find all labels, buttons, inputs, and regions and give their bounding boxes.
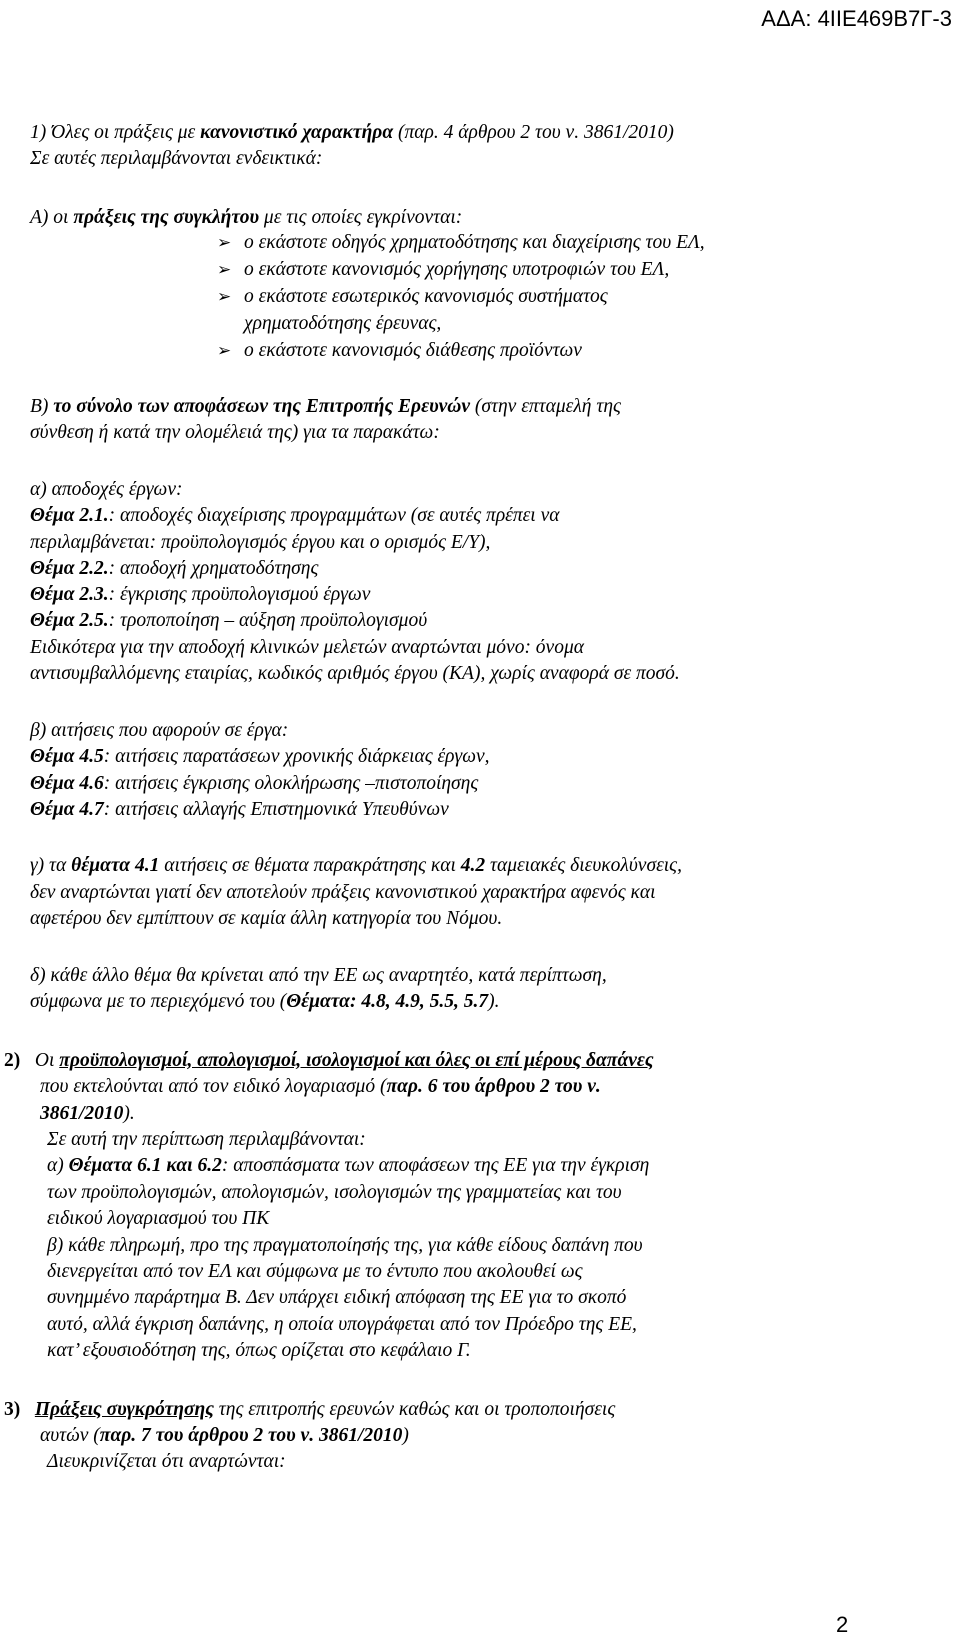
section-2-item-a-prefix: α) [47,1155,69,1176]
section-1-title [30,120,674,146]
section-3-title [4,1397,615,1423]
item-A-prefix: Α) οι [30,207,74,228]
section-2-line12: κατ’ εξουσιοδότηση της, όπως ορίζεται στο κεφάλαιο Γ. [47,1340,471,1361]
topic-2-1-text: : αποδοχές διαχείρισης προγραμμάτων (σε αυτές πρέπει να [108,505,560,526]
arrow-bullet-icon: ➢ [217,260,232,280]
section-2-item-a [47,1153,649,1179]
bullet-item: ο εκάστοτε κανονισμός διάθεσης προϊόντων [244,340,582,361]
subitem-d-end: ). [488,991,500,1012]
subitem-d-text: σύμφωνα με το περιεχόμενό του ( [30,991,287,1012]
section-1-number: 1) [30,122,47,143]
item-A-bold: πράξεις της συγκλήτου [73,207,260,228]
subitem-g-text: αιτήσεις σε θέματα παρακράτησης και [159,855,461,876]
section-2-line2-text: που εκτελούνται από τον ειδικό λογαριασμό ( [40,1076,387,1097]
topic-2-3 [30,582,370,608]
subitem-b-heading: β) αιτήσεις που αφορούν σε έργα: [30,720,289,741]
bullet-item: ο εκάστοτε εσωτερικός κανονισμός συστήματος [244,286,608,307]
subitem-g-line2: δεν αναρτώνται γιατί δεν αποτελούν πράξεις κανονιστικού χαρακτήρα αφενός και [30,882,656,903]
subitem-g-prefix: γ) τα [30,855,72,876]
subitem-g-bold1: θέματα 4.1 [71,855,160,876]
topic-4-6 [30,771,478,797]
section-2-item-a-bold: Θέματα 6.1 και 6.2 [68,1155,222,1176]
section-2-line2-bold: παρ. 6 του άρθρου 2 του ν. [386,1076,601,1097]
item-B-bold: το σύνολο των αποφάσεων της Επιτροπής Ερευνών [53,396,471,417]
topic-2-2-text: : αποδοχή χρηματοδότησης [108,558,319,579]
arrow-bullet-icon: ➢ [217,287,232,307]
topic-2-5 [30,608,427,634]
clinical-note-line1: Ειδικότερα για την αποδοχή κλινικών μελετών αναρτώνται μόνο: όνομα [30,637,584,658]
item-B-line2: σύνθεση ή κατά την ολομέλειά της) για τα παρακάτω: [30,422,440,443]
subitem-a-heading: α) αποδοχές έργων: [30,479,183,500]
item-A [30,205,462,231]
section-2-line6: των προϋπολογισμών, απολογισμών, ισολογισμών της γραμματείας και του [47,1182,622,1203]
subitem-g-line3: αφετέρου δεν εμπίπτουν σε καμία άλλη κατηγορία του Νόμου. [30,908,503,929]
subitem-d-line1: δ) κάθε άλλο θέμα θα κρίνεται από την ΕΕ ως αναρτητέο, κατά περίπτωση, [30,965,607,986]
section-3-line2-end: ) [402,1425,409,1446]
item-A-text: με τις οποίες εγκρίνονται: [259,207,463,228]
section-3-line3: Διευκρινίζεται ότι αναρτώνται: [47,1451,286,1472]
clinical-note-line2: αντισυμβαλλόμενης εταιρίας, κωδικός αριθμός έργου (ΚΑ), χωρίς αναφορά σε ποσό. [30,663,680,684]
topic-2-2 [30,556,318,582]
subitem-g-bold2: 4.2 [460,855,486,876]
section-2-line11: αυτό, αλλά έγκριση δαπάνης, η οποία υπογράφεται από τον Πρόεδρο της ΕΕ, [47,1314,637,1335]
section-2-item-a-text: : αποσπάσματα των αποφάσεων της ΕΕ για την έγκριση [221,1155,650,1176]
topic-4-7-text: : αιτήσεις αλλαγής Επιστημονικά Υπευθύνων [103,799,449,820]
section-3-line2-text: αυτών ( [40,1425,100,1446]
topic-4-6-text: : αιτήσεις έγκρισης ολοκλήρωσης –πιστοποίησης [103,773,479,794]
topic-2-3-text: : έγκρισης προϋπολογισμού έργων [108,584,371,605]
section-3-text: της επιτροπής ερευνών καθώς και οι τροποποιήσεις [213,1399,616,1420]
section-2-line8: β) κάθε πληρωμή, προ της πραγματοποίησής της, για κάθε είδους δαπάνη που [47,1235,643,1256]
subitem-g [30,853,682,879]
section-2-line10: συνημμένο παράρτημα Β. Δεν υπάρχει ειδική απόφαση της ΕΕ για το σκοπό [47,1287,627,1308]
topic-2-5-label: Θέμα 2.5. [30,610,109,631]
bullet-item: ο εκάστοτε οδηγός χρηματοδότησης και διαχείρισης του ΕΛ, [244,232,705,253]
topic-4-5-text: : αιτήσεις παρατάσεων χρονικής διάρκειας έργων, [103,746,490,767]
topic-4-7-label: Θέμα 4.7 [30,799,104,820]
section-2-line3 [40,1101,135,1127]
item-B [30,394,621,420]
bullet-item-continuation: χρηματοδότησης έρευνας, [244,313,442,334]
section-2-bold: προϋπολογισμοί, απολογισμοί, ισολογισμοί και όλες οι επί μέρους δαπάνες [59,1050,654,1071]
section-2-number: 2) [4,1050,21,1071]
section-2-prefix: Οι [34,1050,60,1071]
topic-4-5-label: Θέμα 4.5 [30,746,104,767]
subitem-g-end: ταμειακές διευκολύνσεις, [485,855,682,876]
page-number: 2 [836,1612,849,1637]
ada-header: ΑΔΑ: 4ΙΙΕ469Β7Γ-3 [761,6,952,31]
section-2-line7: ειδικού λογαριασμού του ΠΚ [47,1208,270,1229]
section-3-law: παρ. 7 του άρθρου 2 του ν. 3861/2010 [99,1425,403,1446]
topic-4-6-label: Θέμα 4.6 [30,773,104,794]
subitem-d-line2 [30,989,499,1015]
section-1-title-text: Όλες οι πράξεις με [46,122,201,143]
section-2-intro: Σε αυτή την περίπτωση περιλαμβάνονται: [47,1129,366,1150]
section-2-title [4,1048,654,1074]
section-3-line2 [40,1423,409,1449]
topic-2-1 [30,503,560,529]
topic-2-1-label: Θέμα 2.1. [30,505,109,526]
item-B-text: (στην επταμελή της [470,396,621,417]
bullet-item: ο εκάστοτε κανονισμός χορήγησης υποτροφιών του ΕΛ, [244,259,670,280]
topic-4-7 [30,797,449,823]
topic-2-5-text: : τροποποίηση – αύξηση προϋπολογισμού [108,610,428,631]
section-2-line9: διενεργείται από τον ΕΛ και σύμφωνα με το έντυπο που ακολουθεί ως [47,1261,583,1282]
topic-2-3-label: Θέμα 2.3. [30,584,109,605]
subitem-d-topics: Θέματα: 4.8, 4.9, 5.5, 5.7 [286,991,489,1012]
topic-4-5 [30,744,490,770]
section-1-title-ref: (παρ. 4 άρθρου 2 του ν. 3861/2010) [393,122,674,143]
section-2-line3-end: ). [123,1103,135,1124]
topic-2-1-line2: περιλαμβάνεται: προϋπολογισμός έργου και ο ορισμός Ε/Υ), [30,532,491,553]
section-3-number: 3) [4,1399,21,1420]
arrow-bullet-icon: ➢ [217,233,232,253]
section-1-title-bold: κανονιστικό χαρακτήρα [200,122,394,143]
section-3-bold: Πράξεις συγκρότησης [34,1399,214,1420]
item-B-prefix: Β) [30,396,54,417]
section-2-law: 3861/2010 [40,1103,124,1124]
topic-2-2-label: Θέμα 2.2. [30,558,109,579]
arrow-bullet-icon: ➢ [217,341,232,361]
section-2-line2 [40,1074,601,1100]
section-1-intro: Σε αυτές περιλαμβάνονται ενδεικτικά: [30,148,323,169]
